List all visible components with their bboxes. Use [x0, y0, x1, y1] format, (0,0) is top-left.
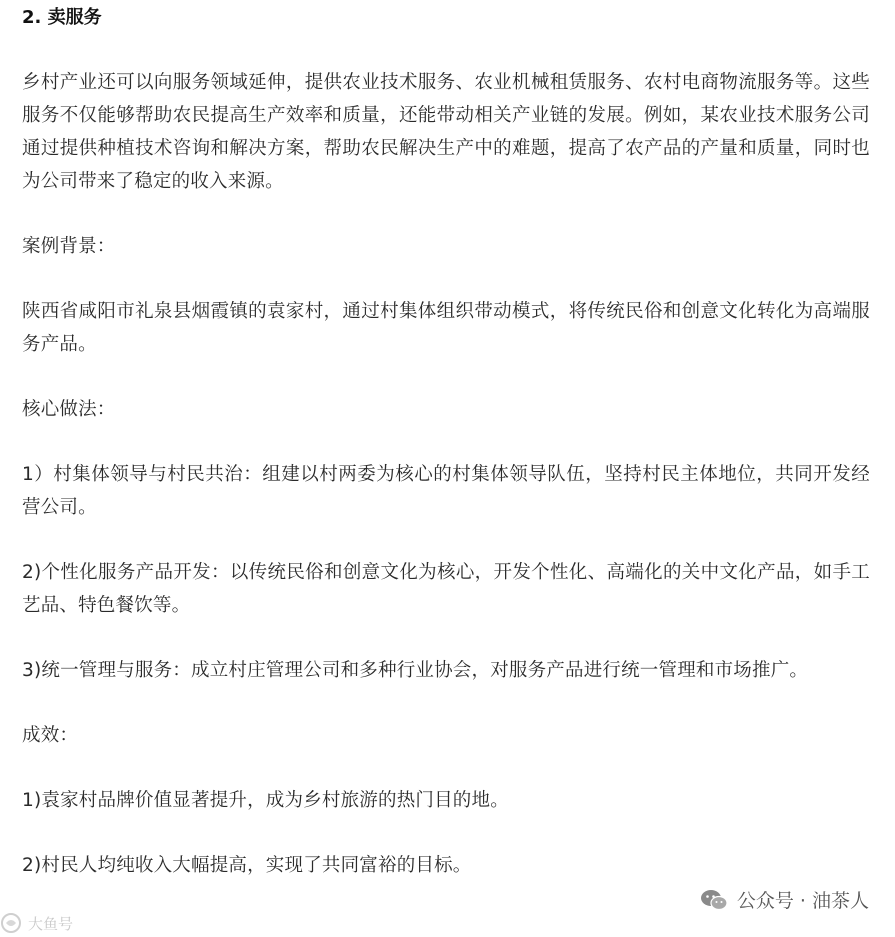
paragraph-core-practice-label: 核心做法：	[22, 399, 116, 420]
paragraph-case-background-label: 案例背景：	[22, 236, 116, 257]
paragraph-result-2: 2)村民人均纯收入大幅提高，实现了共同富裕的目标。	[22, 855, 472, 876]
paragraph-case-background: 陕西省咸阳市礼泉县烟霞镇的袁家村，通过村集体组织带动模式，将传统民俗和创意文化转化为高端服务产品。	[22, 301, 870, 355]
watermark-right	[699, 886, 869, 913]
paragraph-results-label: 成效：	[22, 725, 79, 746]
watermark-right-text: 公众号 · 油茶人	[736, 890, 869, 912]
article-body	[22, 0, 870, 882]
paragraph-result-1: 1)袁家村品牌价值显著提升，成为乡村旅游的热门目的地。	[22, 790, 509, 811]
paragraph-practice-1: 1）村集体领导与村民共治：组建以村两委为核心的村集体领导队伍，坚持村民主体地位，共同开发经营公司。	[22, 464, 870, 518]
paragraph-practice-2: 2)个性化服务产品开发：以传统民俗和创意文化为核心，开发个性化、高端化的关中文化产品，如手工艺品、特色餐饮等。	[22, 562, 870, 616]
paragraph-intro: 乡村产业还可以向服务领域延伸，提供农业技术服务、农业机械租赁服务、农村电商物流服务等。这些服务不仅能够帮助农民提高生产效率和质量，还能带动相关产业链的发展。例如，某农业技术服务公司通过提供种植技术咨询和解决方案，帮助农民解决生产中的难题，提高了农产品的产量和质量，同时也为公司带来了稳定的收入来源。	[22, 72, 870, 192]
wechat-official-account-icon	[699, 888, 729, 912]
section-heading: 2. 卖服务	[22, 7, 102, 28]
paragraph-practice-3: 3)统一管理与服务：成立村庄管理公司和多种行业协会，对服务产品进行统一管理和市场推广。	[22, 660, 809, 681]
watermark-left	[0, 912, 73, 934]
watermark-left-text: 大鱼号	[28, 914, 74, 933]
dayu-logo-icon	[0, 912, 22, 934]
